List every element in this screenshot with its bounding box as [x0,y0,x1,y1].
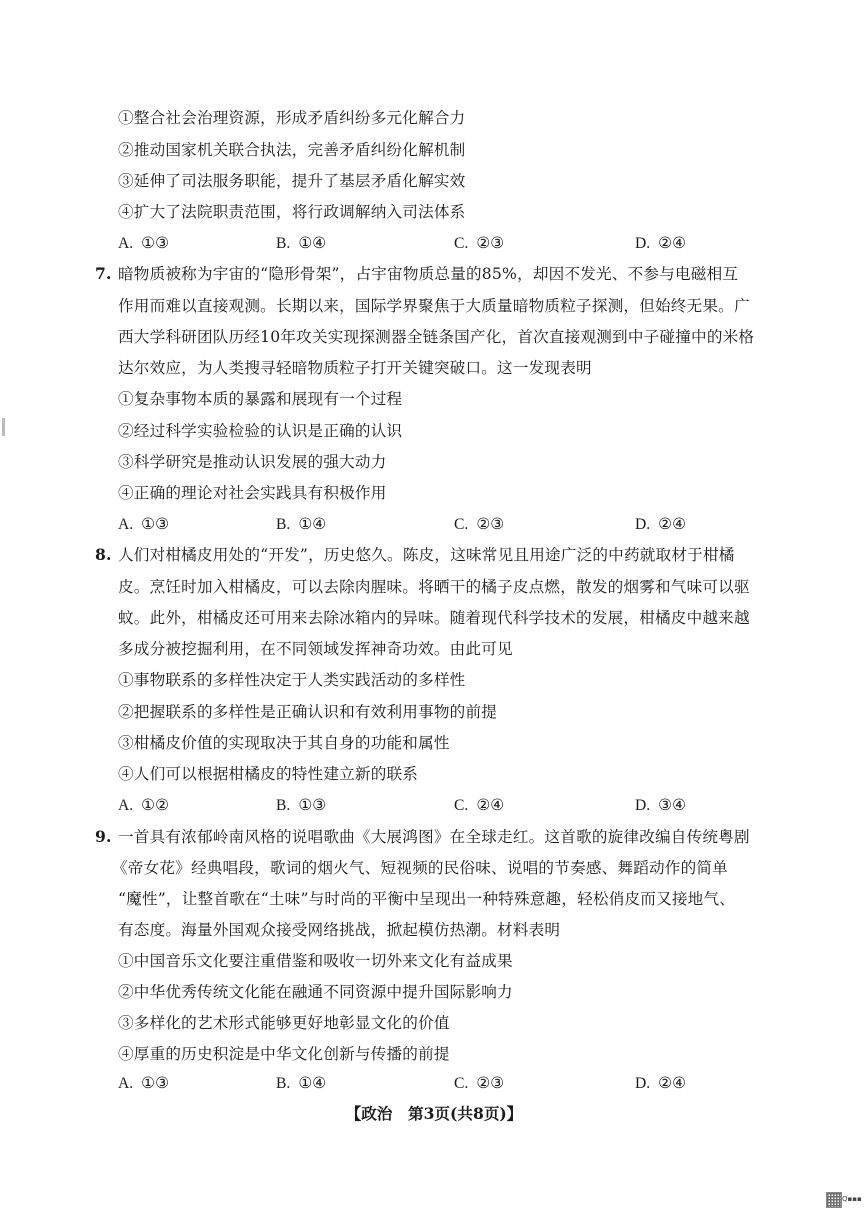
q7-option-3: ③科学研究是推动认识发展的强大动力 [118,453,387,471]
q8-option-3: ③柑橘皮价值的实现取决于其自身的功能和属性 [118,734,450,752]
q7-option-2: ②经过科学实验检验的认识是正确的认识 [118,422,403,440]
q6-option-2: ②推动国家机关联合执法，完善矛盾纠纷化解机制 [118,141,466,159]
q9-number: 9. [95,827,112,846]
q9-option-4: ④厚重的历史积淀是中华文化创新与传播的前提 [118,1045,450,1063]
q8-choice-c: C. ②④ [454,796,505,814]
q8-choice-b: B. ①③ [276,796,327,814]
q7-stem-line-2: 作用而难以直接观测。长期以来，国际学界聚焦于大质量暗物质粒子探测，但始终无果。广 [118,297,750,315]
q8-choice-a: A. ①② [118,796,170,814]
q7-stem-line-1: 7. 暗物质被称为宇宙的“隐形骨架”，占宇宙物质总量的85%，却因不发光、不参与电磁相互 [95,264,739,283]
q7-choice-a: A. ①③ [118,515,170,533]
q7-number: 7. [95,264,112,283]
q9-choice-c: C. ②③ [454,1074,505,1092]
q9-choice-b: B. ①④ [276,1074,327,1092]
q6-choice-b: B. ①④ [276,234,327,252]
scan-edge-mark [2,418,5,436]
q9-option-1: ①中国音乐文化要注重借鉴和吸收一切外来文化有益成果 [118,952,513,970]
q7-stem-line-3: 西大学科研团队历经10年攻关实现探测器全链条国产化，首次直接观测到中子碰撞中的米格 [118,328,755,346]
q9-stem-line-3: “魔性”，让整首歌在“土味”与时尚的平衡中呈现出一种特殊意趣，轻松俏皮而又接地气、 [118,890,736,908]
q9-stem-line-4: 有态度。海量外国观众接受网络挑战，掀起模仿热潮。材料表明 [118,921,561,939]
q8-option-2: ②把握联系的多样性是正确认识和有效利用事物的前提 [118,703,498,721]
q6-option-3: ③延伸了司法服务职能，提升了基层矛盾化解实效 [118,172,466,190]
q6-option-1: ①整合社会治理资源，形成矛盾纠纷多元化解合力 [118,109,466,127]
q8-stem-line-4: 多成分被挖掘利用，在不同领域发挥神奇功效。由此可见 [118,640,513,658]
q6-choice-a: A. ①③ [118,234,170,252]
q8-choice-d: D. ③④ [635,796,687,814]
q8-stem-line-1: 8. 人们对柑橘皮用处的“开发”，历史悠久。陈皮，这味常见且用途广泛的中药就取材于柑橘 [95,545,735,564]
q7-option-1: ①复杂事物本质的暴露和展现有一个过程 [118,390,403,408]
q6-choice-d: D. ②④ [635,234,687,252]
q7-stem-line-4: 达尔效应，为人类搜寻轻暗物质粒子打开关键突破口。这一发现表明 [118,359,592,377]
q9-choice-a: A. ①③ [118,1074,170,1092]
q9-option-3: ③多样化的艺术形式能够更好地彰显文化的价值 [118,1014,450,1032]
q9-choice-d: D. ②④ [635,1074,687,1092]
q6-choice-c: C. ②③ [454,234,505,252]
q8-stem-line-2: 皮。烹饪时加入柑橘皮，可以去除肉腥味。将晒干的橘子皮点燃，散发的烟雾和气味可以驱 [118,578,750,596]
q9-stem-line-2: 《帝女花》经典唱段，歌词的烟火气、短视频的民俗味、说唱的节奏感、舞蹈动作的简单 [112,859,728,877]
qr-label: Q▪▪▪ [842,1195,862,1203]
q8-number: 8. [95,545,112,564]
q7-choice-c: C. ②③ [454,515,505,533]
page-footer: 【政治 第3页(共8页)】 [345,1104,523,1123]
q6-option-4: ④扩大了法院职责范围，将行政调解纳入司法体系 [118,203,466,221]
q8-option-4: ④人们可以根据柑橘皮的特性建立新的联系 [118,765,419,783]
q7-choice-b: B. ①④ [276,515,327,533]
q7-option-4: ④正确的理论对社会实践具有积极作用 [118,484,387,502]
qr-code-icon [826,1192,842,1208]
q9-stem-line-1: 9. 一首具有浓郁岭南风格的说唱歌曲《大展鸿图》在全球走红。这首歌的旋律改编自传统粤剧 [95,827,750,846]
q8-option-1: ①事物联系的多样性决定于人类实践活动的多样性 [118,671,466,689]
q9-option-2: ②中华优秀传统文化能在融通不同资源中提升国际影响力 [118,983,513,1001]
q7-choice-d: D. ②④ [635,515,687,533]
q8-stem-line-3: 蚊。此外，柑橘皮还可用来去除冰箱内的异味。随着现代科学技术的发展，柑橘皮中越来越 [118,609,750,627]
